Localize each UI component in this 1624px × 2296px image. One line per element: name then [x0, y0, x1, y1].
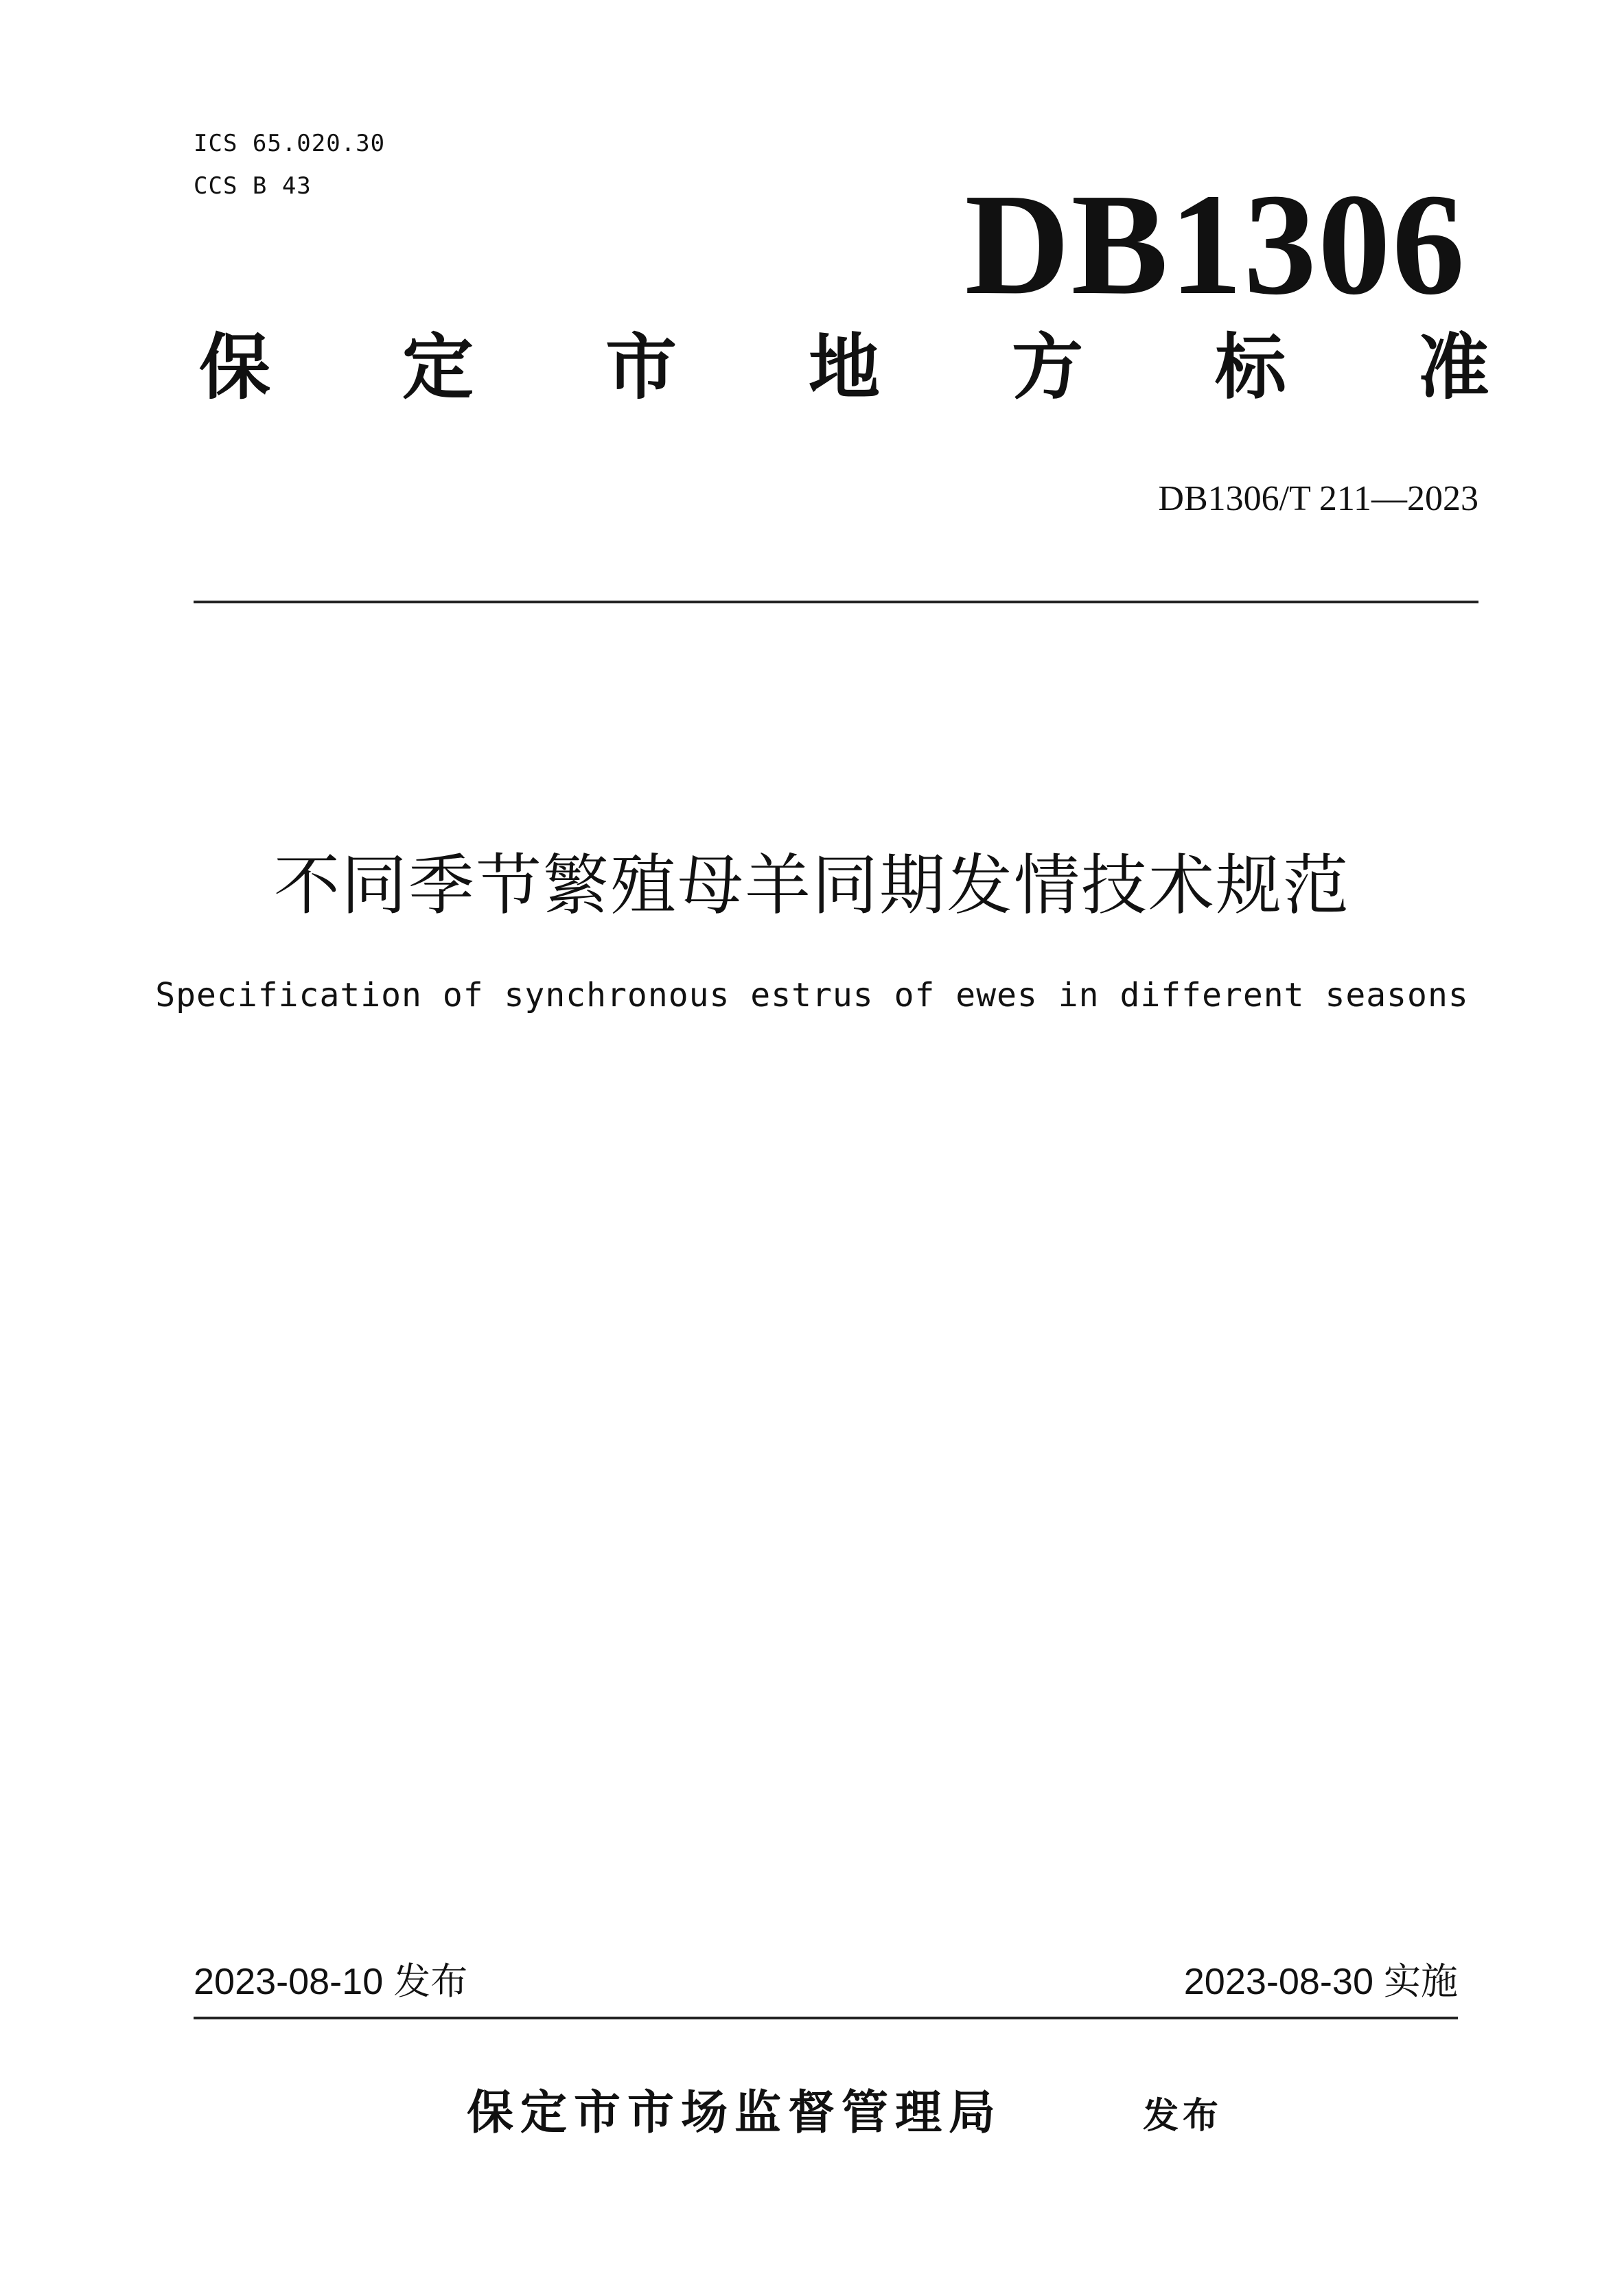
issue-date-line: [194, 1958, 467, 2006]
ccs-code: CCS B 43: [194, 172, 312, 200]
standard-type-char: 市: [605, 325, 677, 409]
bottom-divider: [194, 2017, 1458, 2019]
issue-date: 2023-08-10: [194, 1961, 384, 2002]
standard-type-char: 地: [808, 325, 880, 409]
top-divider: [194, 601, 1478, 603]
standard-type-char: 准: [1417, 325, 1489, 409]
implement-label: 实施: [1384, 1960, 1458, 2003]
standard-type-char: 标: [1214, 325, 1286, 409]
implement-date: 2023-08-30: [1183, 1961, 1373, 2002]
publisher-suffix: 发布: [1143, 2096, 1223, 2137]
standard-type-heading: [199, 326, 1489, 408]
standard-type-char: 定: [402, 325, 474, 409]
implement-date-line: [1184, 1958, 1458, 2006]
standard-type-char: 方: [1011, 325, 1083, 409]
document-title-en: Specification of synchronous estrus of ewes in different seasons: [155, 976, 1469, 1014]
standard-mark: DB1306: [964, 163, 1466, 325]
publisher-name: 保定市市场监督管理局: [467, 2086, 1003, 2140]
standard-type-char: 保: [199, 325, 271, 409]
document-title-zh: 不同季节繁殖母羊同期发情技术规范: [274, 847, 1350, 924]
ics-code: ICS 65.020.30: [194, 130, 386, 157]
issue-label: 发布: [393, 1960, 468, 2003]
classification-codes: [194, 122, 385, 207]
standard-number: DB1306/T 211—2023: [1158, 479, 1478, 518]
